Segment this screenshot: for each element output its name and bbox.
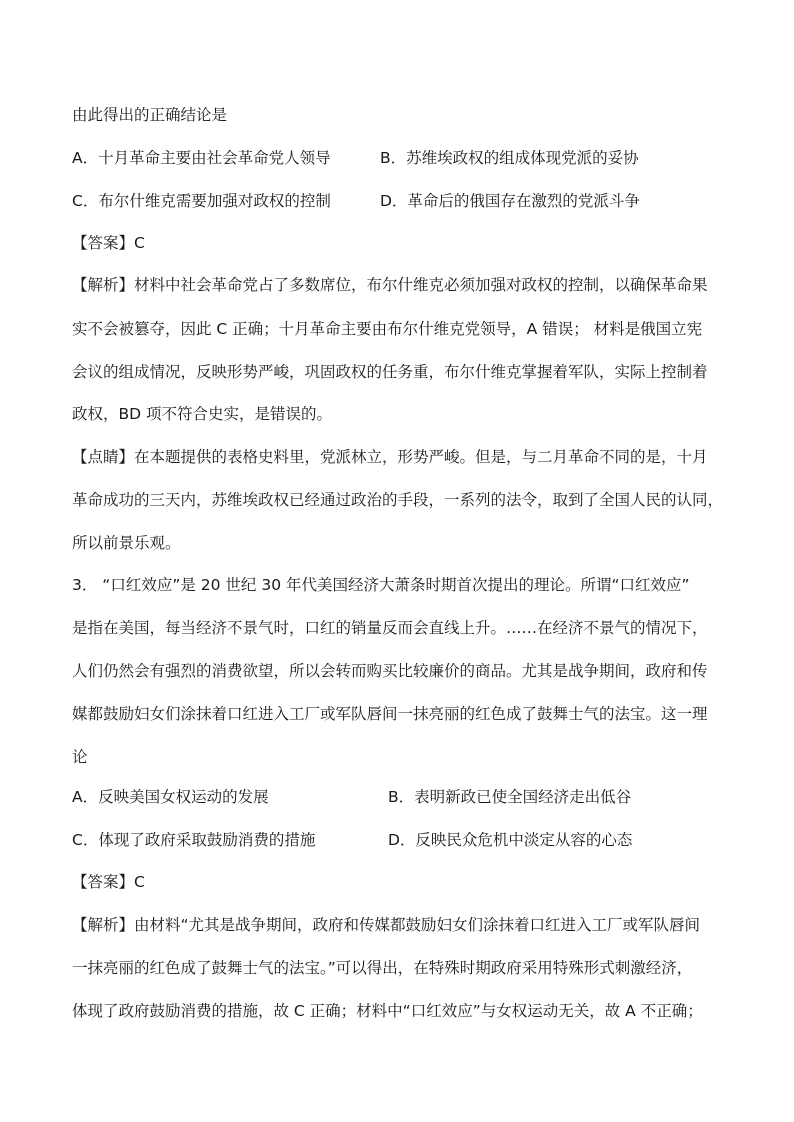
- q3-answer: 【答案】C: [72, 873, 145, 891]
- q2-analysis-line-4: 政权，BD 项不符合史实，是错误的。: [72, 405, 332, 423]
- q2-analysis-line-3: 会议的组成情况，反映形势严峻，巩固政权的任务重，布尔什维克掌握着军队，实际上控制着: [72, 363, 708, 381]
- q2-comment-line-3: 所以前景乐观。: [72, 534, 181, 552]
- q2-analysis-line-1: 【解析】材料中社会革命党占了多数席位，布尔什维克必须加强对政权的控制，以确保革命果: [72, 276, 708, 294]
- q3-analysis-line-3: 体现了政府鼓励消费的措施，故 C 正确；材料中“口红效应”与女权运动无关，故 A 不正确；: [72, 1002, 703, 1020]
- q3-option-d: D．反映民众危机中淡定从容的心态: [388, 831, 633, 849]
- q3-option-b: B．表明新政已使全国经济走出低谷: [388, 788, 632, 806]
- q2-option-c: C．布尔什维克需要加强对政权的控制: [72, 192, 331, 210]
- q3-stem-line-1: 3． “口红效应”是 20 世纪 30 年代美国经济大萧条时期首次提出的理论。所谓“口红效应”: [72, 576, 690, 594]
- q2-stem-tail: 由此得出的正确结论是: [72, 106, 228, 124]
- q3-stem-line-4: 媒都鼓励妇女们涂抹着口红进入工厂或军队唇间一抹亮丽的红色成了鼓舞士气的法宝。这一理: [72, 705, 708, 723]
- q2-option-b: B．苏维埃政权的组成体现党派的妥协: [380, 149, 639, 167]
- q3-option-a: A．反映美国女权运动的发展: [72, 788, 269, 806]
- q2-options-row-2: [72, 190, 732, 212]
- q2-comment-line-1: 【点睛】在本题提供的表格史料里，党派林立，形势严峻。但是，与二月革命不同的是，十月: [72, 448, 708, 466]
- q3-options-row-1: [72, 786, 732, 808]
- q3-analysis-line-2: 一抹亮丽的红色成了鼓舞士气的法宝。”可以得出，在特殊时期政府采用特殊形式刺激经济，: [72, 959, 693, 977]
- q3-stem-line-2: 是指在美国，每当经济不景气时，口红的销量反而会直线上升。……在经济不景气的情况下，: [72, 619, 708, 637]
- q2-analysis-line-2: 实不会被篡夺，因此 C 正确；十月革命主要由布尔什维克党领导，A 错误； 材料是俄国立宪: [72, 320, 703, 338]
- q3-stem-line-3: 人们仍然会有强烈的消费欲望，所以会转而购买比较廉价的商品。尤其是战争期间，政府和传: [72, 662, 708, 680]
- q2-options-row-1: [72, 147, 732, 169]
- q2-answer: 【答案】C: [72, 234, 145, 252]
- q3-stem-line-5: 论: [72, 748, 88, 766]
- q2-comment-line-2: 革命成功的三天内，苏维埃政权已经通过政治的手段，一系列的法令，取到了全国人民的认同，: [72, 491, 724, 509]
- q2-option-d: D．革命后的俄国存在激烈的党派斗争: [380, 192, 640, 210]
- q3-analysis-line-1: 【解析】由材料“尤其是战争期间，政府和传媒都鼓励妇女们涂抹着口红进入工厂或军队唇间: [72, 916, 701, 934]
- q3-options-row-2: [72, 829, 732, 851]
- q3-option-c: C．体现了政府采取鼓励消费的措施: [72, 831, 316, 849]
- q2-option-a: A．十月革命主要由社会革命党人领导: [72, 149, 331, 167]
